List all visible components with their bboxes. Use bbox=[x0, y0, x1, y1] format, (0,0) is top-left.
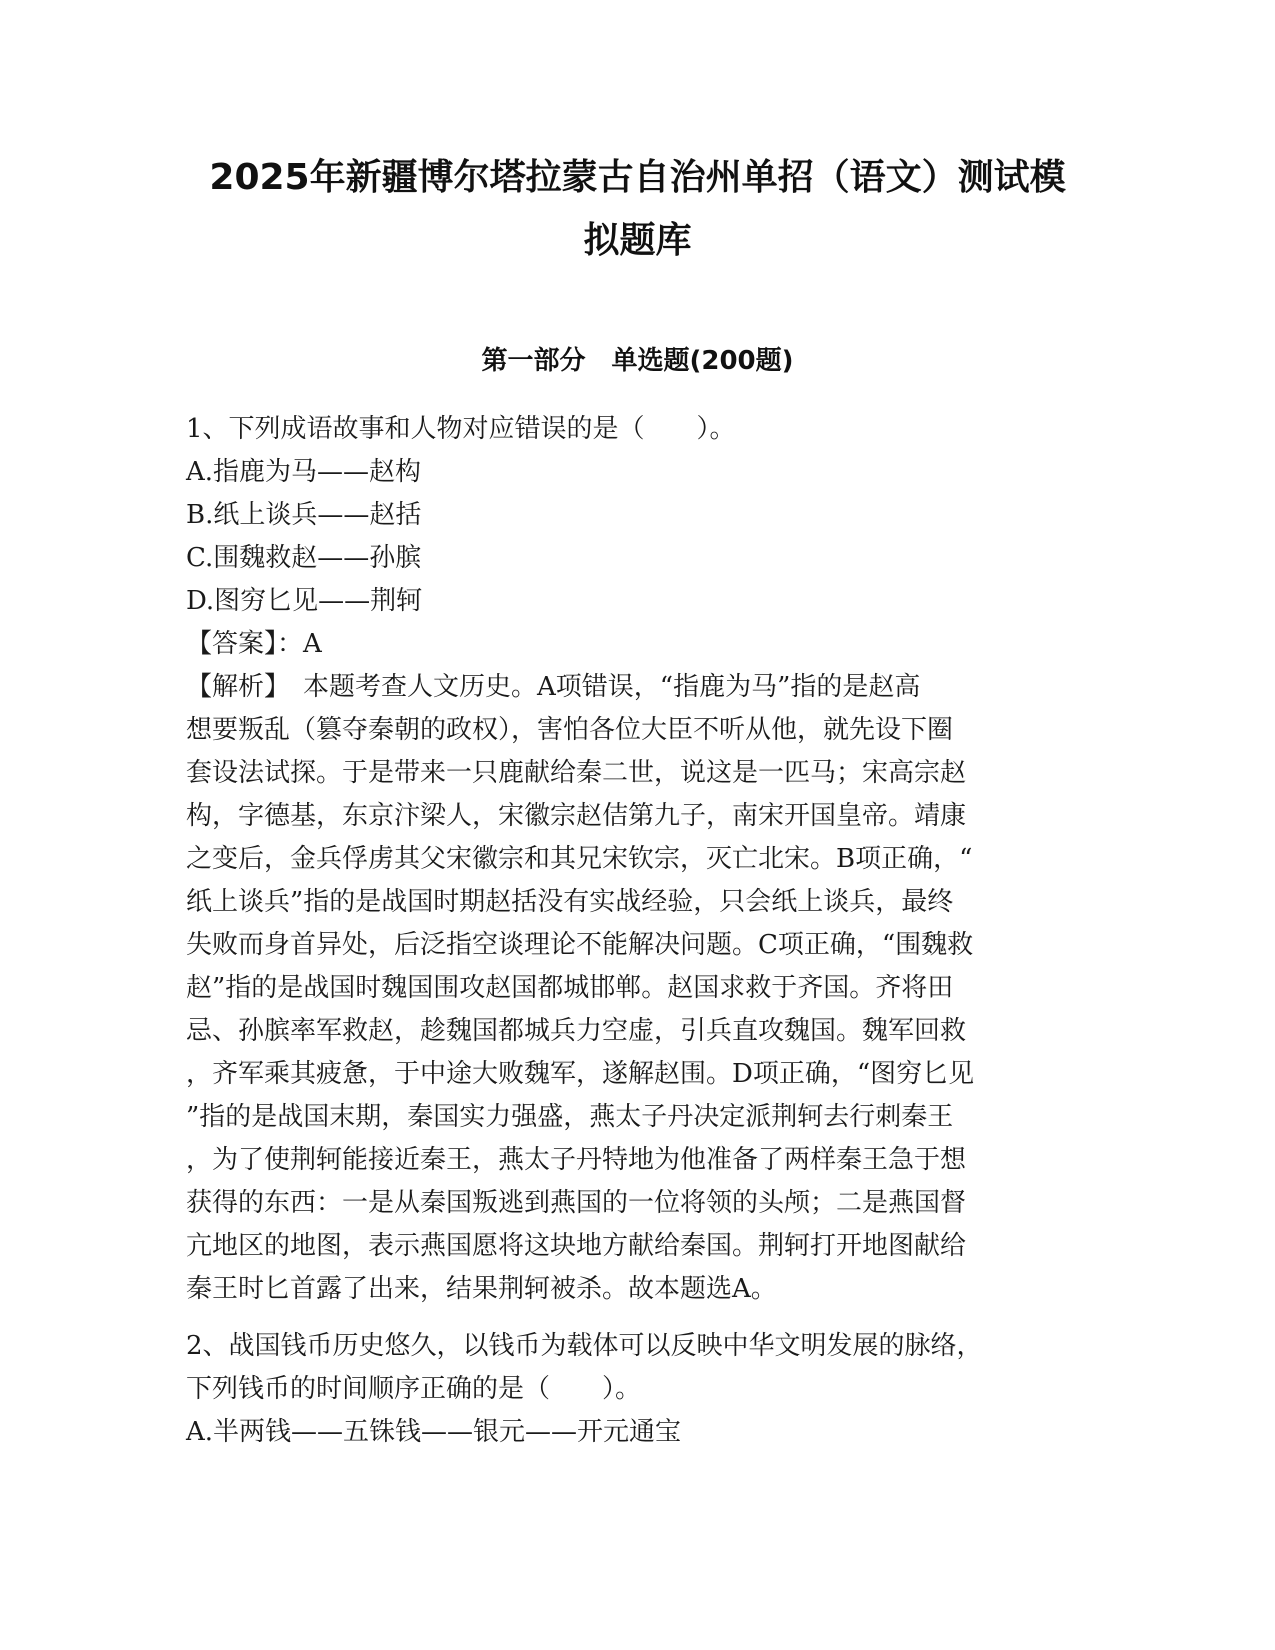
question-1 bbox=[186, 408, 1081, 1311]
question-2-option-a: A.半两钱——五铢钱——银元——开元通宝 bbox=[186, 1417, 682, 1447]
question-1-option-b: B.纸上谈兵——赵括 bbox=[186, 500, 422, 530]
document-title-line-1: 2025年新疆博尔塔拉蒙古自治州单招（语文）测试模 bbox=[209, 157, 1066, 198]
analysis-line: 秦王时匕首露了出来，结果荆轲被杀。故本题选A。 bbox=[186, 1274, 777, 1304]
analysis-line: ，齐军乘其疲惫，于中途大败魏军，遂解赵围。D项正确，“图穷匕见 bbox=[186, 1059, 975, 1089]
question-1-stem: 1、下列成语故事和人物对应错误的是（ ）。 bbox=[186, 414, 736, 444]
section-heading: 第一部分 单选题(200题) bbox=[481, 346, 794, 376]
question-2-stem-line-2: 下列钱币的时间顺序正确的是（ ）。 bbox=[186, 1374, 642, 1404]
analysis-line: 纸上谈兵”指的是战国时期赵括没有实战经验，只会纸上谈兵，最终 bbox=[186, 887, 954, 917]
analysis-line: 忌、孙膑率军救赵，趁魏国都城兵力空虚，引兵直攻魏国。魏军回救 bbox=[186, 1016, 967, 1046]
analysis-line: 想要叛乱（篡夺秦朝的政权），害怕各位大臣不听从他，就先设下圈 bbox=[186, 715, 954, 745]
analysis-line: 获得的东西：一是从秦国叛逃到燕国的一位将领的头颅；二是燕国督 bbox=[186, 1188, 967, 1218]
question-2-stem-line-1: 2、战国钱币历史悠久，以钱币为载体可以反映中华文明发展的脉络， bbox=[186, 1331, 983, 1361]
analysis-line: ”指的是战国末期，秦国实力强盛，燕太子丹决定派荆轲去行刺秦王 bbox=[186, 1102, 954, 1132]
analysis-line: 套设法试探。于是带来一只鹿献给秦二世，说这是一匹马；宋高宗赵 bbox=[186, 758, 967, 788]
document-title bbox=[150, 146, 1125, 272]
question-spacer bbox=[186, 1311, 1081, 1325]
analysis-line: 构，字德基，东京汴梁人，宋徽宗赵佶第九子，南宋开国皇帝。靖康 bbox=[186, 801, 967, 831]
question-1-analysis bbox=[186, 666, 1081, 1311]
question-content bbox=[186, 408, 1081, 1454]
question-1-option-a: A.指鹿为马——赵构 bbox=[186, 457, 422, 487]
analysis-line: 亢地区的地图，表示燕国愿将这块地方献给秦国。荆轲打开地图献给 bbox=[186, 1231, 967, 1261]
analysis-line: 【解析】 本题考查人文历史。A项错误，“指鹿为马”指的是赵高 bbox=[186, 672, 921, 702]
analysis-line: 之变后，金兵俘虏其父宋徽宗和其兄宋钦宗，灭亡北宋。B项正确，“ bbox=[186, 844, 973, 874]
document-title-line-2: 拟题库 bbox=[583, 220, 692, 261]
question-1-answer: 【答案】：A bbox=[186, 629, 322, 659]
analysis-line: ，为了使荆轲能接近秦王，燕太子丹特地为他准备了两样秦王急于想 bbox=[186, 1145, 967, 1175]
analysis-line: 失败而身首异处，后泛指空谈理论不能解决问题。C项正确，“围魏救 bbox=[186, 930, 974, 960]
question-1-option-c: C.围魏救赵——孙膑 bbox=[186, 543, 422, 573]
analysis-line: 赵”指的是战国时魏国围攻赵国都城邯郸。赵国求救于齐国。齐将田 bbox=[186, 973, 954, 1003]
question-1-option-d: D.图穷匕见——荆轲 bbox=[186, 586, 423, 616]
question-2 bbox=[186, 1325, 1081, 1454]
